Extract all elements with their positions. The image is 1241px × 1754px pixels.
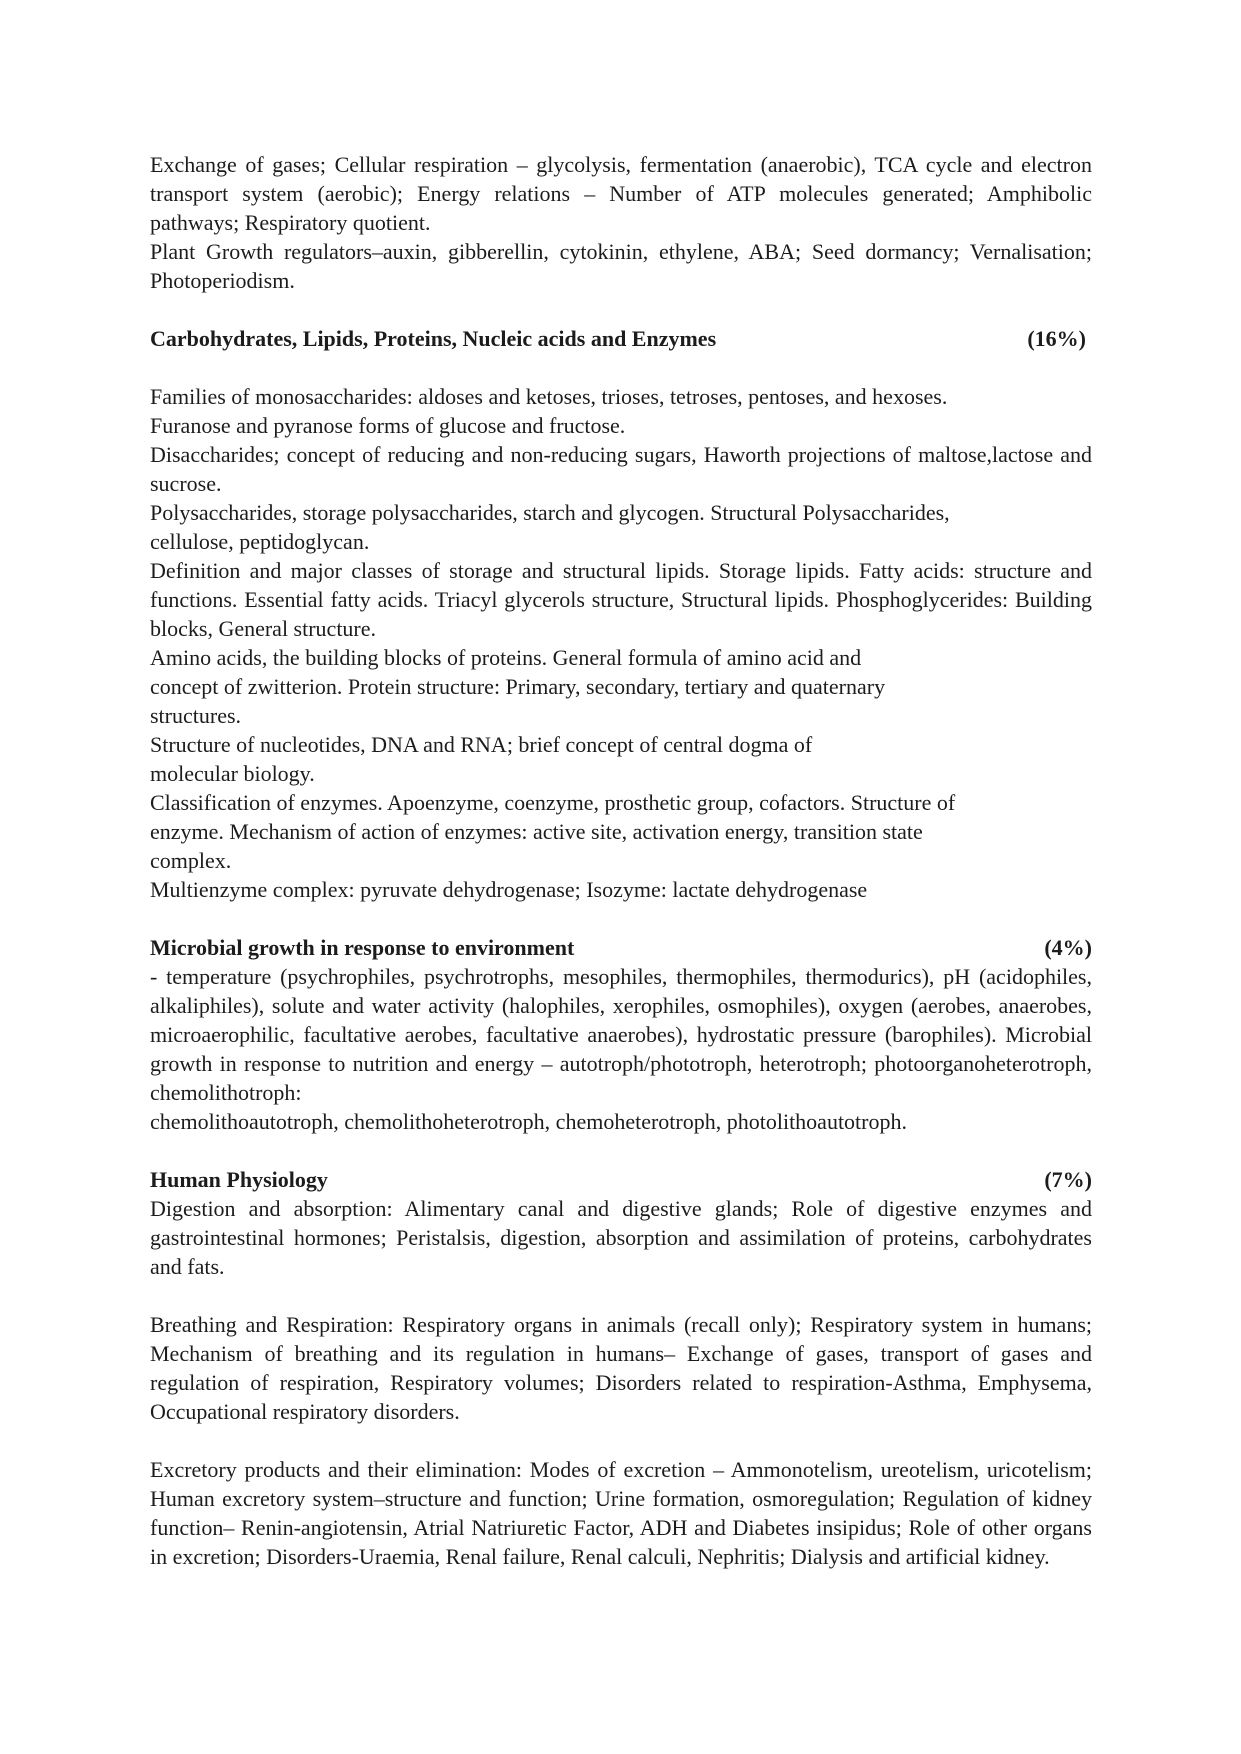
furanose-paragraph: Furanose and pyranose forms of glucose and fructose. bbox=[150, 413, 626, 438]
biomolecules-title: Carbohydrates, Lipids, Proteins, Nucleic acids and Enzymes bbox=[150, 326, 717, 351]
syllabus-content bbox=[150, 150, 1092, 1571]
enzymes-line-1: Classification of enzymes. Apoenzyme, coenzyme, prosthetic group, cofactors. Structure of bbox=[150, 790, 956, 815]
human-physiology-title: Human Physiology bbox=[150, 1167, 328, 1192]
amino-acids-line-1: Amino acids, the building blocks of proteins. General formula of amino acid and bbox=[150, 645, 862, 670]
microbial-paragraph: - temperature (psychrophiles, psychrotrophs, mesophiles, thermophiles, thermodurics), pH (acidophiles, alkaliphiles), solute and water activity (halophiles, xerophiles, osmophiles), oxygen (aerobes, anaerobes, microaerophilic, facultative aerobes, facultative anaerobes), hydrostatic pressure (barophiles). Microbial growth in response to nutrition and energy – autotroph/phototroph, heterotroph; photoorganoheterotroph, chemolithotroph: bbox=[150, 964, 1092, 1105]
human-physiology-heading bbox=[150, 1165, 1092, 1194]
nucleotides-line-1: Structure of nucleotides, DNA and RNA; brief concept of central dogma of bbox=[150, 732, 813, 757]
growth-regulators-paragraph: Plant Growth regulators–auxin, gibberellin, cytokinin, ethylene, ABA; Seed dormancy; Vernalisation; Photoperiodism. bbox=[150, 239, 1092, 293]
lipids-paragraph: Definition and major classes of storage and structural lipids. Storage lipids. Fatty acids: structure and functions. Essential fatty acids. Triacyl glycerols structure, Structural lipids. Phosphoglycerides: Building blocks, General structure. bbox=[150, 558, 1092, 641]
polysaccharides-line-1: Polysaccharides, storage polysaccharides, starch and glycogen. Structural Polysaccharides, bbox=[150, 500, 950, 525]
enzymes-line-2: enzyme. Mechanism of action of enzymes: active site, activation energy, transition state bbox=[150, 819, 923, 844]
breathing-paragraph: Breathing and Respiration: Respiratory organs in animals (recall only); Respiratory system in humans; Mechanism of breathing and its regulation in humans– Exchange of gases, transport of gases and regulation of respiration, Respiratory volumes; Disorders related to respiration-Asthma, Emphysema, Occupational respiratory disorders. bbox=[150, 1312, 1092, 1424]
microbial-paragraph-last-line: chemolithoautotroph, chemolithoheterotroph, chemoheterotroph, photolithoautotroph. bbox=[150, 1109, 907, 1134]
amino-acids-line-2: concept of zwitterion. Protein structure: Primary, secondary, tertiary and quaternary bbox=[150, 674, 886, 699]
microbial-heading bbox=[150, 933, 1092, 962]
nucleotides-line-2: molecular biology. bbox=[150, 761, 315, 786]
multienzyme-paragraph: Multienzyme complex: pyruvate dehydrogenase; Isozyme: lactate dehydrogenase bbox=[150, 877, 868, 902]
respiration-paragraph: Exchange of gases; Cellular respiration – glycolysis, fermentation (anaerobic), TCA cycle and electron transport system (aerobic); Energy relations – Number of ATP molecules generated; Amphibolic pathways; Respiratory quotient. bbox=[150, 152, 1092, 235]
microbial-weight: (4%) bbox=[1044, 935, 1092, 960]
human-physiology-weight: (7%) bbox=[1044, 1167, 1092, 1192]
excretion-paragraph: Excretory products and their elimination: Modes of excretion – Ammonotelism, ureotelism, uricotelism; Human excretory system–structure and function; Urine formation, osmoregulation; Regulation of kidney function– Renin-angiotensin, Atrial Natriuretic Factor, ADH and Diabetes insipidus; Role of other organs in excretion; Disorders-Uraemia, Renal failure, Renal calculi, Nephritis; Dialysis and artificial kidney. bbox=[150, 1457, 1092, 1569]
digestion-paragraph: Digestion and absorption: Alimentary canal and digestive glands; Role of digestive enzymes and gastrointestinal hormones; Peristalsis, digestion, absorption and assimilation of proteins, carbohydrates and fats. bbox=[150, 1196, 1092, 1279]
microbial-title: Microbial growth in response to environment bbox=[150, 935, 575, 960]
biomolecules-heading bbox=[150, 324, 1092, 353]
monosaccharides-paragraph: Families of monosaccharides: aldoses and ketoses, trioses, tetroses, pentoses, and hexoses. bbox=[150, 384, 948, 409]
enzymes-line-3: complex. bbox=[150, 848, 232, 873]
polysaccharides-line-2: cellulose, peptidoglycan. bbox=[150, 529, 370, 554]
disaccharides-paragraph: Disaccharides; concept of reducing and non-reducing sugars, Haworth projections of maltose,lactose and sucrose. bbox=[150, 442, 1092, 496]
biomolecules-weight: (16%) bbox=[1027, 326, 1086, 351]
amino-acids-line-3: structures. bbox=[150, 703, 242, 728]
